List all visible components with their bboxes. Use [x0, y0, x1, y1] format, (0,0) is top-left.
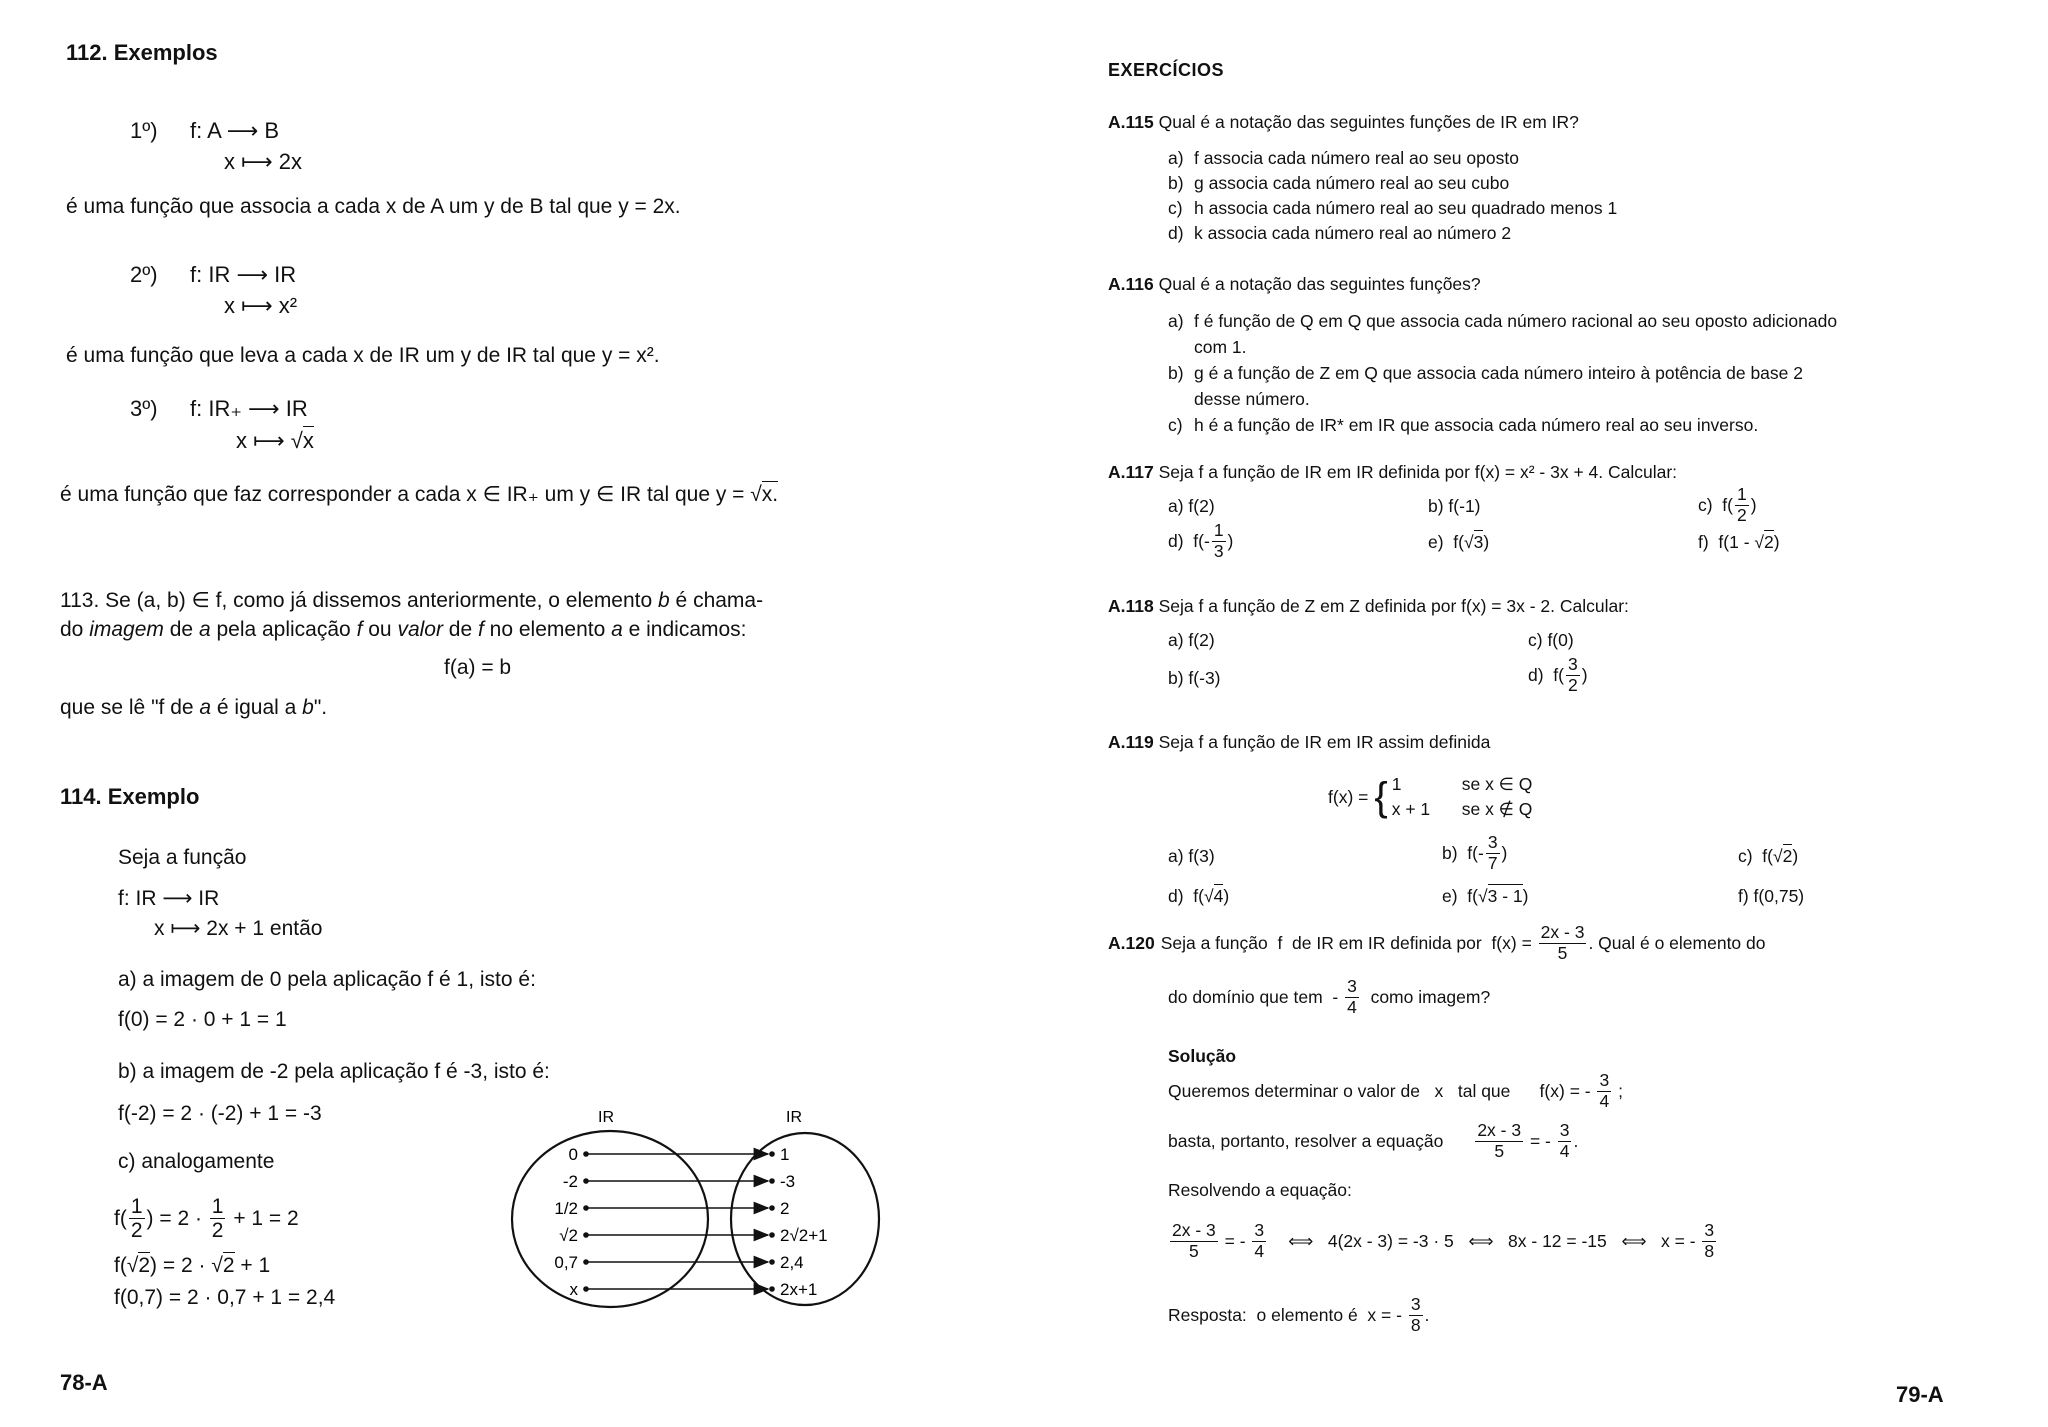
example2-number: 2º)	[130, 262, 158, 287]
a117-item-a: a) f(2)	[1168, 496, 1215, 516]
exercise-question: Seja f a função de IR em IR assim definida	[1158, 732, 1491, 752]
exercise-a118	[1108, 596, 1629, 617]
exercise-a116-items	[1168, 308, 1837, 438]
frac-num: 3	[1254, 1220, 1265, 1240]
example2-description: é uma função que leva a cada x de IR um y de IR tal que y = x².	[66, 344, 660, 367]
text: + 1 = 2	[227, 1206, 299, 1230]
case-value: x + 1	[1391, 799, 1431, 819]
example2-function: f: IR ⟶ IR	[190, 262, 297, 287]
right-set-element: 2√2+1	[780, 1226, 828, 1245]
text: )	[1501, 842, 1508, 863]
a118-item-d	[1528, 656, 1588, 694]
text: do domínio que tem -	[1168, 986, 1344, 1007]
section-113-formula: f(a) = b	[444, 656, 512, 679]
example1-function: f: A ⟶ B	[190, 118, 280, 143]
a120-question-line2	[1168, 978, 1490, 1016]
item-text: f é função de Q em Q que associa cada número racional ao seu oposto adicionado	[1194, 311, 1838, 331]
sets-diagram	[500, 1104, 900, 1314]
text: Resposta: o elemento é x = -	[1168, 1304, 1407, 1325]
item-label: b)	[1168, 363, 1184, 383]
item-text: g é a função de Z em Q que associa cada número inteiro à potência de base 2	[1194, 363, 1803, 383]
solution-line1	[1168, 1072, 1623, 1110]
left-set-element: 0	[568, 1145, 578, 1164]
frac-num: 3	[1410, 1294, 1421, 1314]
text: e indicamos:	[622, 618, 747, 641]
left-set-element: √2	[559, 1226, 578, 1245]
frac-num: 1	[1213, 520, 1224, 540]
section-114-c-text: c) analogamente	[118, 1150, 275, 1173]
page-number-right: 79-A	[1896, 1382, 1944, 1407]
left-element-dot	[583, 1151, 589, 1157]
item-text: g associa cada número real ao seu cubo	[1194, 173, 1510, 193]
exercise-number: A.119	[1108, 732, 1154, 752]
page-number-left: 78-A	[60, 1370, 108, 1395]
text: ) = 2 ·	[146, 1206, 208, 1230]
frac-den: 5	[1189, 1240, 1199, 1261]
text: )	[1792, 846, 1799, 866]
text: de	[442, 618, 478, 641]
left-set-element: 1/2	[554, 1199, 578, 1218]
text: f(	[114, 1206, 127, 1230]
text: ;	[1613, 1080, 1623, 1101]
section-112-title: 112. Exemplos	[66, 40, 218, 65]
frac-num: 3	[1599, 1070, 1610, 1090]
a117-item-d	[1168, 522, 1233, 560]
item-text: h é a função de IR* em IR que associa cada número real ao seu inverso.	[1194, 415, 1759, 435]
text: c) f(	[1738, 846, 1773, 866]
example2-mapping: x ⟼ x²	[224, 293, 298, 318]
text: = -	[1525, 1130, 1556, 1151]
right-page	[1080, 0, 2048, 1427]
section-114-intro: Seja a função	[118, 846, 247, 869]
text: do	[60, 618, 90, 641]
frac-num: 3	[1704, 1220, 1715, 1240]
exercises-header: EXERCÍCIOS	[1108, 60, 1225, 80]
text: e) f(	[1442, 886, 1478, 906]
text: e) f(	[1428, 532, 1464, 552]
a117-item-f: f) f(1 - √2)	[1698, 532, 1780, 552]
text: )	[1522, 886, 1529, 906]
exercise-a115	[1108, 112, 1579, 133]
solution-line3: Resolvendo a equação:	[1168, 1180, 1352, 1200]
frac-den: 7	[1487, 852, 1498, 873]
exercise-question: Qual é a notação das seguintes funções?	[1158, 274, 1481, 294]
text: . Qual é o elemento do	[1588, 932, 1766, 953]
right-element-dot	[769, 1232, 775, 1238]
text: Queremos determinar o valor de x tal que f(x) = -	[1168, 1080, 1596, 1101]
section-113-line1	[60, 588, 763, 613]
frac-num: 3	[1559, 1120, 1570, 1140]
example1-number: 1º)	[130, 118, 158, 143]
text-italic: f	[478, 618, 484, 641]
item-label: a)	[1168, 311, 1184, 331]
right-element-dot	[769, 1205, 775, 1211]
root: 2	[1764, 532, 1774, 552]
text: )	[1581, 664, 1588, 685]
text: é chama-	[669, 589, 764, 612]
frac-den: 2	[211, 1219, 224, 1242]
left-element-dot	[583, 1259, 589, 1265]
a118-item-a: a) f(2)	[1168, 630, 1215, 650]
example3-mapping-root: x	[302, 428, 314, 453]
frac-den: 5	[1557, 942, 1568, 963]
frac-num: 1	[130, 1195, 143, 1218]
section-114-a-text: a) a imagem de 0 pela aplicação f é 1, isto é:	[118, 968, 536, 991]
text: que se lê "f de	[60, 696, 200, 719]
text-italic: a	[198, 618, 211, 641]
text-italic: imagem	[89, 618, 164, 641]
text: = -	[1219, 1230, 1251, 1251]
section-114-mapping: x ⟼ 2x + 1 então	[154, 917, 323, 940]
frac-den: 4	[1347, 996, 1357, 1017]
frac-num: 2x - 3	[1172, 1220, 1216, 1240]
frac-num: 3	[1487, 832, 1498, 852]
exercise-number: A.117	[1108, 462, 1154, 482]
right-set-label: IR	[786, 1109, 802, 1126]
exercise-number: A.120	[1108, 932, 1155, 953]
right-element-dot	[769, 1259, 775, 1265]
example3-number: 3º)	[130, 396, 158, 421]
section-114-c-equation1	[114, 1196, 299, 1241]
list-item	[1168, 171, 1617, 196]
text: )	[1483, 532, 1490, 552]
frac-den: 3	[1213, 540, 1224, 561]
a118-item-b: b) f(-3)	[1168, 668, 1221, 688]
text: )	[1223, 886, 1230, 906]
solution-line2	[1168, 1122, 1578, 1160]
a117-item-e: e) f(√3)	[1428, 532, 1490, 552]
exercise-question: Seja f a função de Z em Z definida por f(x) = 3x - 2. Calcular:	[1158, 596, 1629, 616]
text: .	[1573, 1130, 1579, 1151]
left-set-element: -2	[562, 1172, 578, 1191]
section-113-line3	[60, 696, 327, 720]
text: d) f(-	[1168, 530, 1210, 551]
text-italic: b	[658, 589, 670, 612]
root: 3 - 1	[1487, 886, 1523, 906]
right-set-element: 2x+1	[780, 1280, 818, 1299]
a119-item-b	[1442, 834, 1507, 872]
item-label: a)	[1168, 148, 1184, 168]
left-set-ellipse	[512, 1131, 708, 1307]
root: 2	[222, 1254, 235, 1277]
left-page	[0, 0, 1000, 1427]
item-text-cont: com 1.	[1194, 337, 1247, 357]
example3-description-text: é uma função que faz corresponder a cada x ∈ IR₊ um y ∈ IR tal que y =	[60, 483, 751, 506]
section-114-b-text: b) a imagem de -2 pela aplicação f é -3, isto é:	[118, 1060, 550, 1083]
item-text-cont: desse número.	[1194, 389, 1310, 409]
example1-mapping: x ⟼ 2x	[224, 149, 302, 174]
text: d) f(	[1528, 664, 1564, 685]
right-element-dot	[769, 1178, 775, 1184]
left-set-element: x	[569, 1280, 578, 1299]
section-114-c-equation2: f(√2) = 2 · √2 + 1	[114, 1254, 271, 1277]
list-item	[1168, 412, 1837, 438]
text: .	[1424, 1304, 1430, 1325]
example3-function: f: IR₊ ⟶ IR	[190, 396, 308, 421]
text: basta, portanto, resolver a equação	[1168, 1130, 1444, 1151]
exercise-number: A.118	[1108, 596, 1154, 616]
text: c) f(	[1698, 494, 1733, 515]
case-condition: se x ∈ Q	[1461, 774, 1533, 794]
text: f(	[114, 1254, 127, 1277]
frac-den: 4	[1559, 1140, 1570, 1161]
text: pela aplicação	[210, 618, 357, 641]
text-italic: f	[356, 618, 363, 641]
frac-num: 1	[1737, 484, 1747, 504]
section-114-function: f: IR ⟶ IR	[118, 887, 220, 910]
text: como imagem?	[1360, 986, 1491, 1007]
root: 2	[1782, 846, 1793, 866]
exercise-number: A.115	[1108, 112, 1154, 132]
item-label: c)	[1168, 415, 1183, 435]
section-114-title: 114. Exemplo	[60, 784, 200, 809]
list-item	[1168, 360, 1837, 386]
a119-item-c: c) f(√2)	[1738, 846, 1799, 866]
example3-description-root: x.	[761, 483, 779, 506]
frac-den: 2	[1737, 504, 1747, 525]
left-set-element: 0,7	[554, 1253, 578, 1272]
solution-equation-chain	[1168, 1222, 1718, 1260]
frac-num: 2x - 3	[1540, 922, 1585, 942]
exercise-a116	[1108, 274, 1481, 295]
item-text: k associa cada número real ao número 2	[1194, 223, 1512, 243]
a119-item-e: e) f(√3 - 1)	[1442, 886, 1529, 906]
a119-item-f: f) f(0,75)	[1738, 886, 1805, 906]
text: d) f(	[1168, 886, 1204, 906]
frac-den: 5	[1494, 1140, 1505, 1161]
item-text: f associa cada número real ao seu oposto	[1194, 148, 1519, 168]
text: 113. Se (a, b) ∈ f, como já dissemos anteriormente, o elemento	[60, 589, 659, 612]
item-label: b)	[1168, 173, 1184, 193]
a118-item-c: c) f(0)	[1528, 630, 1574, 650]
text: b) f(-	[1442, 842, 1484, 863]
example3-description: é uma função que faz corresponder a cada x ∈ IR₊ um y ∈ IR tal que y = √x.	[60, 483, 779, 506]
text: )	[1750, 494, 1757, 515]
frac-den: 8	[1410, 1314, 1421, 1335]
text: ⟺ 4(2x - 3) = -3 · 5 ⟺ 8x - 12 = -15 ⟺ x = -	[1288, 1230, 1701, 1251]
list-item	[1168, 308, 1837, 334]
text: no elemento	[483, 618, 612, 641]
brace-icon: {	[1374, 775, 1388, 819]
frac-den: 8	[1704, 1240, 1715, 1261]
frac-den: 2	[130, 1219, 143, 1242]
right-element-dot	[769, 1151, 775, 1157]
text: f(x) =	[1328, 786, 1369, 807]
text: ".	[313, 696, 328, 719]
a117-item-b: b) f(-1)	[1428, 496, 1481, 516]
solution-title: Solução	[1168, 1046, 1237, 1066]
example3-mapping: x ⟼ √x	[236, 428, 314, 453]
example3-mapping-x: x ⟼	[236, 428, 285, 453]
section-114-b-equation: f(-2) = 2 · (-2) + 1 = -3	[118, 1102, 322, 1125]
text: é igual a	[211, 696, 303, 719]
exercise-a117	[1108, 462, 1677, 483]
text: f) f(1 -	[1698, 532, 1755, 552]
list-item	[1168, 221, 1617, 246]
a119-piecewise	[1328, 774, 1532, 820]
frac-num: 2x - 3	[1477, 1120, 1522, 1140]
frac-den: 4	[1254, 1240, 1265, 1261]
left-element-dot	[583, 1178, 589, 1184]
text: Seja a função f de IR em IR definida por f(x) =	[1160, 932, 1537, 953]
right-set-element: 2,4	[780, 1253, 804, 1272]
left-element-dot	[583, 1205, 589, 1211]
text-italic: valor	[397, 618, 443, 641]
text: ) = 2 ·	[150, 1254, 212, 1277]
left-element-dot	[583, 1232, 589, 1238]
item-text: h associa cada número real ao seu quadrado menos 1	[1194, 198, 1618, 218]
list-item	[1168, 196, 1617, 221]
item-label: d)	[1168, 223, 1184, 243]
right-set-element: -3	[780, 1172, 796, 1191]
frac-num: 3	[1567, 654, 1578, 674]
text: ou	[362, 618, 398, 641]
right-set-element: 2	[780, 1199, 790, 1218]
frac-num: 3	[1347, 976, 1357, 996]
case-condition: se x ∉ Q	[1461, 799, 1533, 819]
case-value: 1	[1391, 774, 1402, 794]
section-114-c-equation3: f(0,7) = 2 · 0,7 + 1 = 2,4	[114, 1286, 336, 1309]
frac-den: 4	[1599, 1090, 1610, 1111]
exercise-a120	[1108, 924, 1766, 962]
section-114-a-equation: f(0) = 2 · 0 + 1 = 1	[118, 1008, 287, 1031]
solution-answer	[1168, 1296, 1429, 1334]
frac-den: 2	[1567, 674, 1578, 695]
exercise-question: Seja f a função de IR em IR definida por f(x) = x² - 3x + 4. Calcular:	[1158, 462, 1678, 482]
root: 4	[1213, 886, 1224, 906]
exercise-a119	[1108, 732, 1490, 753]
a119-item-d: d) f(√4)	[1168, 886, 1230, 906]
text-italic: b	[302, 696, 314, 719]
exercise-a115-items	[1168, 146, 1617, 246]
right-set-element: 1	[780, 1145, 790, 1164]
list-item	[1168, 146, 1617, 171]
right-element-dot	[769, 1286, 775, 1292]
text: + 1	[234, 1254, 271, 1277]
exercise-question: Qual é a notação das seguintes funções de IR em IR?	[1158, 112, 1579, 132]
example1-description: é uma função que associa a cada x de A um y de B tal que y = 2x.	[66, 195, 681, 218]
text: )	[1227, 530, 1234, 551]
a119-item-a: a) f(3)	[1168, 846, 1215, 866]
item-label: c)	[1168, 198, 1183, 218]
root: 3	[1473, 532, 1484, 552]
frac-num: 1	[211, 1195, 224, 1218]
left-set-label: IR	[598, 1109, 614, 1126]
section-113-line2	[60, 618, 747, 642]
text: de	[163, 618, 199, 641]
text-italic: a	[611, 618, 623, 641]
a117-item-c	[1698, 486, 1757, 524]
exercise-number: A.116	[1108, 274, 1154, 294]
text-italic: a	[199, 696, 212, 719]
root: 2	[138, 1254, 151, 1277]
text: )	[1773, 532, 1780, 552]
left-element-dot	[583, 1286, 589, 1292]
